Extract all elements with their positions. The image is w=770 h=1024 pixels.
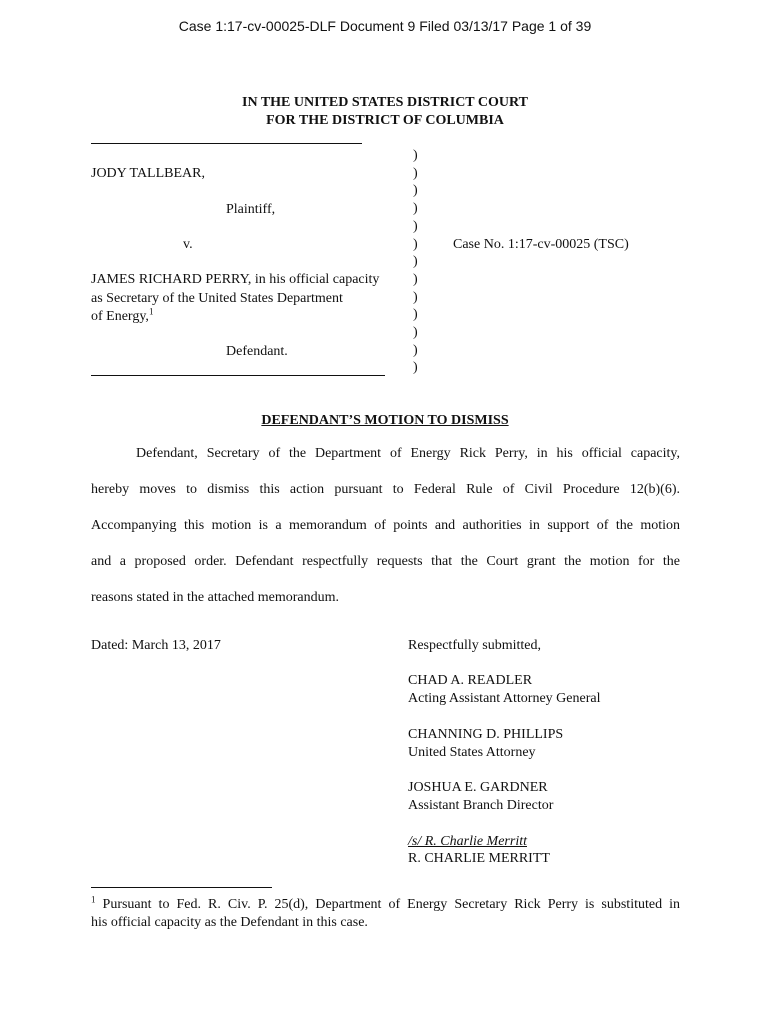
footnote-line-2: his official capacity as the Defendant in this case. (91, 915, 368, 930)
motion-line-4: and a proposed order. Defendant respectfully requests that the Court grant the motion for the (91, 554, 680, 569)
motion-line-5: reasons stated in the attached memorandum. (91, 590, 340, 605)
signatory-name-1: CHAD A. READLER (408, 673, 533, 688)
page-header: Case 1:17-cv-00025-DLF Document 9 Filed 03/13/17 Page 1 of 39 (178, 18, 592, 34)
signatory-name-2: CHANNING D. PHILLIPS (408, 727, 564, 742)
footnote-reference: 1 (148, 306, 154, 317)
court-name-line1: IN THE UNITED STATES DISTRICT COURT (242, 95, 528, 110)
court-name-line2: FOR THE DISTRICT OF COLUMBIA (266, 113, 504, 128)
plaintiff-name: JODY TALLBEAR, (91, 166, 205, 181)
signatory-title-1: Acting Assistant Attorney General (408, 691, 601, 706)
signer-name: R. CHARLIE MERRITT (408, 851, 550, 866)
respectfully-submitted: Respectfully submitted, (408, 638, 541, 653)
defendant-name-line1: JAMES RICHARD PERRY, in his official capacity (91, 272, 380, 287)
signatory-title-3: Assistant Branch Director (408, 798, 554, 813)
footnote-line-1: $^1$ Pursuant to Fed. R. Civ. P. 25(d), Department of Energy Secretary Rick Perry is substituted in (91, 894, 680, 912)
versus: v. (183, 237, 193, 252)
caption-top-rule (91, 143, 362, 144)
defendant-role: Defendant. (226, 344, 288, 359)
dated: Dated: March 13, 2017 (91, 638, 221, 653)
signatory-name-3: JOSHUA E. GARDNER (408, 780, 548, 795)
signatory-title-2: United States Attorney (408, 745, 536, 760)
electronic-signature: /s/ R. Charlie Merritt (408, 834, 527, 849)
caption-parentheses: ) ) ) ) ) ) ) ) ) ) ) ) ) (413, 148, 418, 376)
footnote-number: 1 (91, 894, 96, 905)
footnote-rule (91, 887, 272, 888)
motion-line-1: Defendant, Secretary of the Department of Energy Rick Perry, in his official capacity, (136, 446, 680, 461)
case-number: Case No. 1:17-cv-00025 (TSC) (453, 237, 629, 252)
motion-line-3: Accompanying this motion is a memorandum of points and authorities in support of the motion (91, 518, 680, 533)
motion-line-2: hereby moves to dismiss this action pursuant to Federal Rule of Civil Procedure 12(b)(6). (91, 482, 680, 497)
defendant-name-line3: of Energy,$^1$ (91, 306, 154, 324)
plaintiff-role: Plaintiff, (226, 202, 276, 217)
defendant-name-line2: as Secretary of the United States Department (91, 291, 343, 306)
motion-title: DEFENDANT’S MOTION TO DISMISS (261, 413, 509, 428)
caption-bottom-rule (91, 375, 385, 376)
